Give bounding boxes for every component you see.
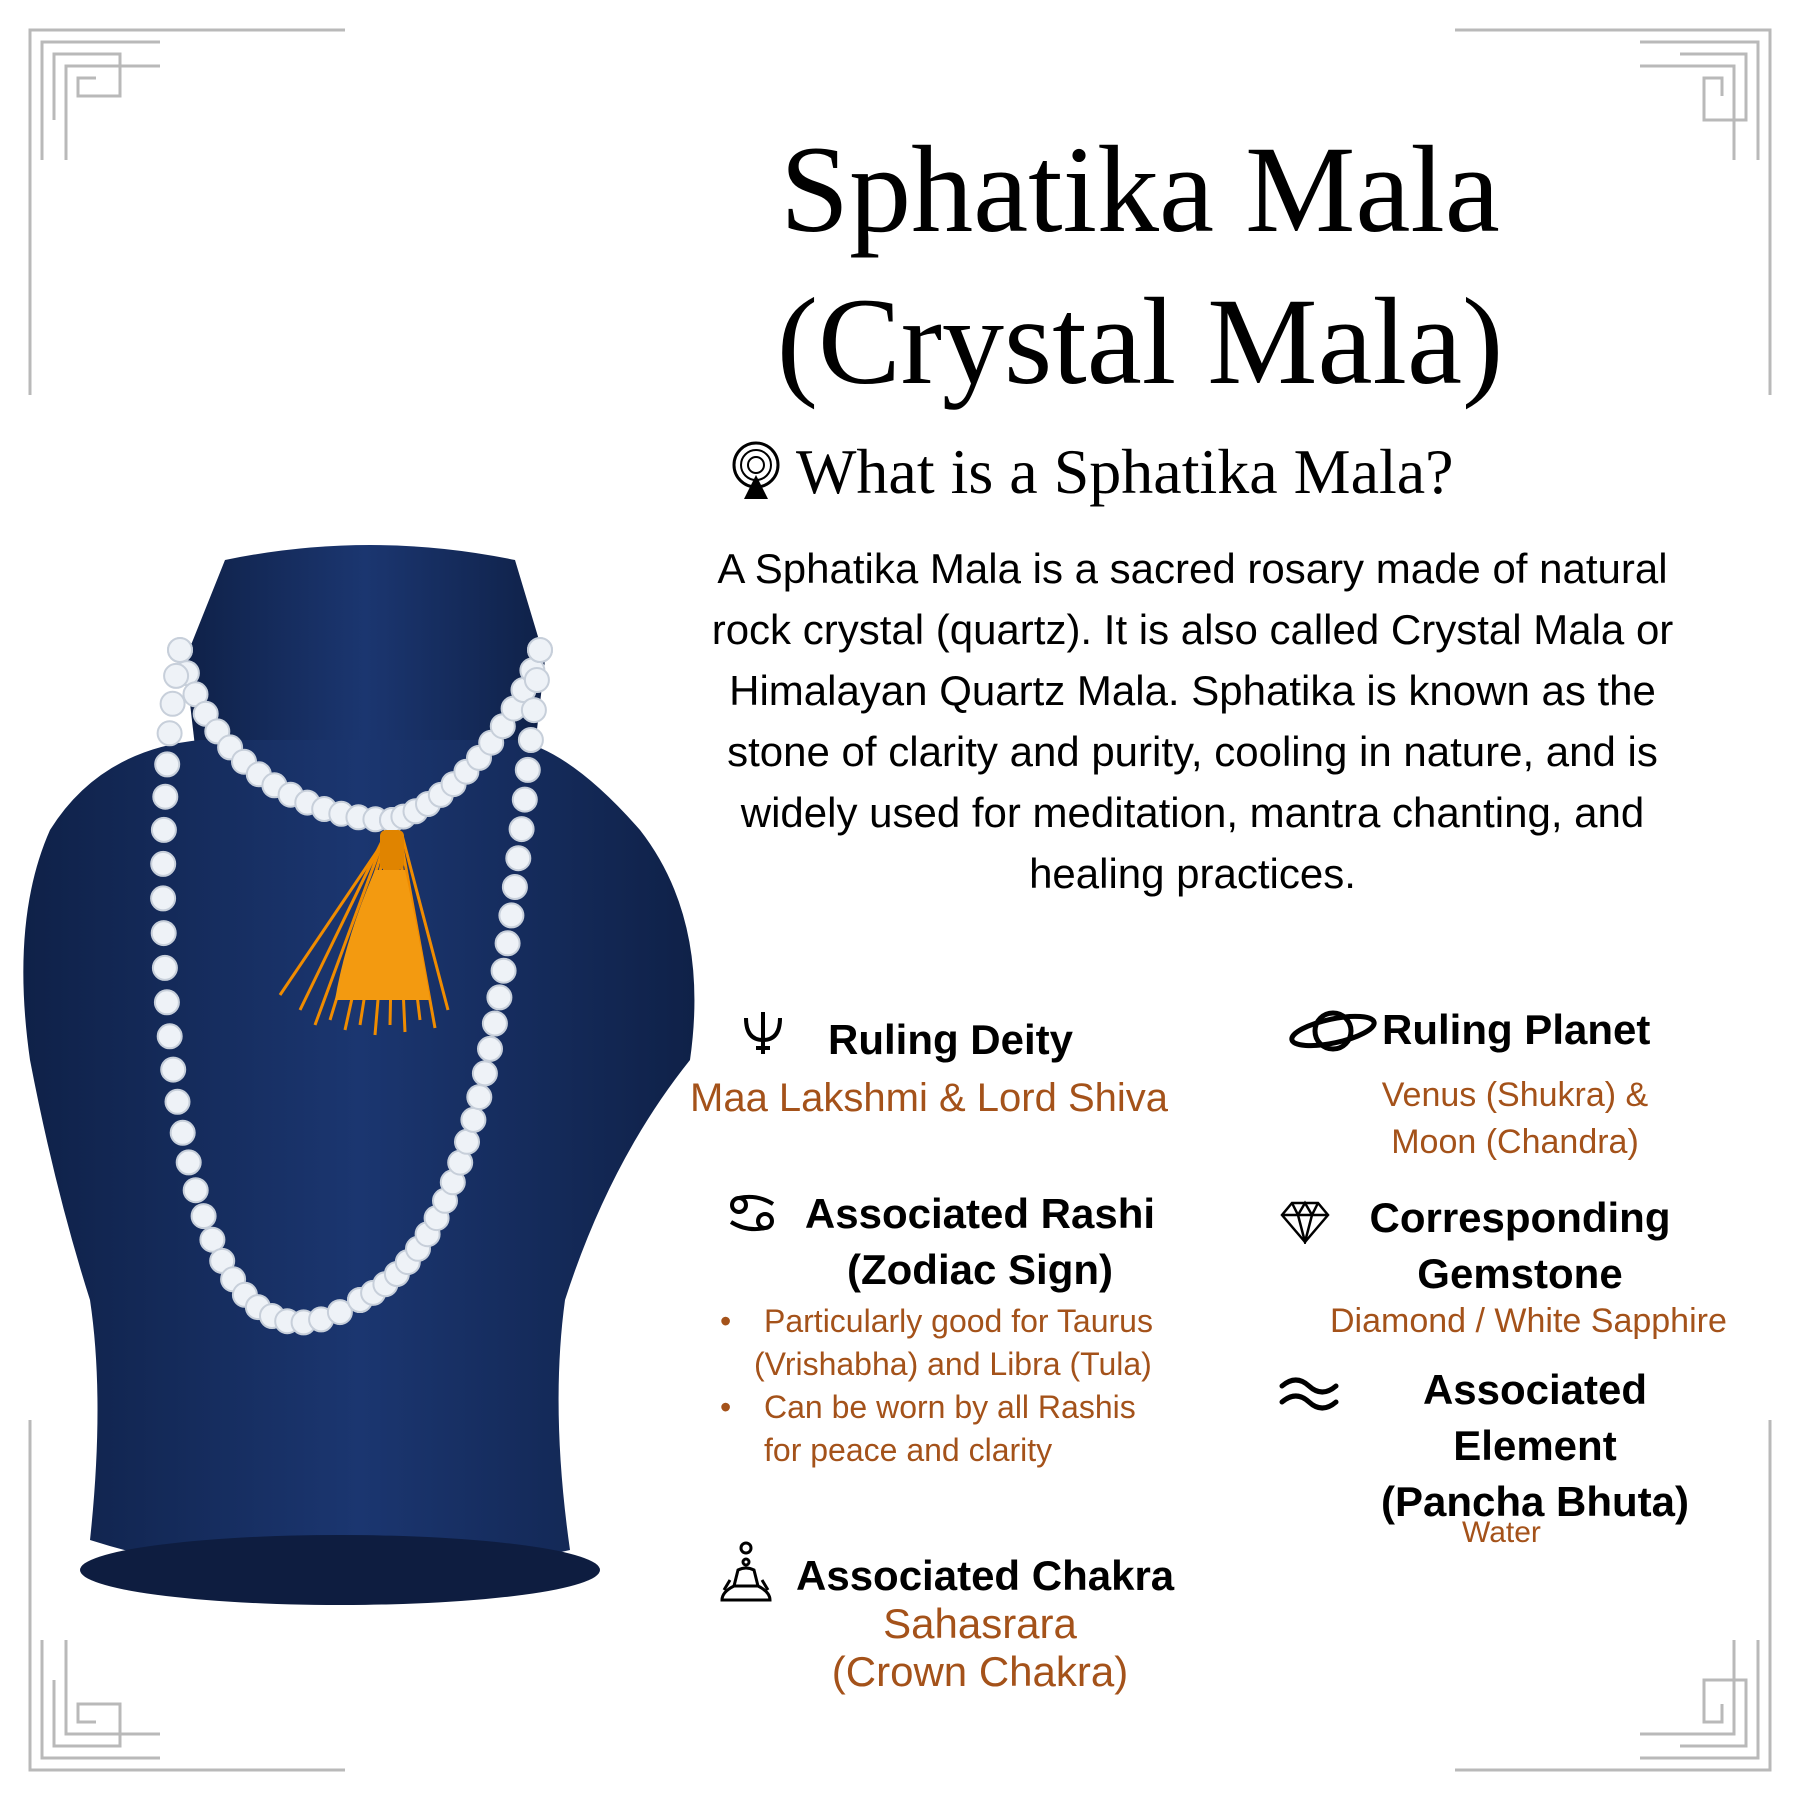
gemstone-label-line-1: Corresponding (1369, 1194, 1671, 1241)
bead (513, 788, 537, 812)
bead (455, 1130, 479, 1154)
bead (483, 1012, 507, 1036)
bead (171, 1121, 195, 1145)
bead (528, 638, 552, 662)
gemstone-value: Diamond / White Sapphire (1330, 1302, 1727, 1340)
rashi-label (780, 1186, 1180, 1298)
element-label-line-2: Element (1453, 1422, 1617, 1469)
ruling-deity-value: Maa Lakshmi & Lord Shiva (690, 1076, 1169, 1120)
bead (155, 752, 179, 776)
diamond-icon (1280, 1200, 1330, 1244)
chakra-value-line-1: Sahasrara (883, 1600, 1077, 1647)
ruling-planet-value-line-1: Venus (Shukra) & (1381, 1076, 1649, 1114)
bead (152, 818, 176, 842)
planet-icon (1285, 1002, 1381, 1060)
bead (506, 846, 530, 870)
bead (158, 1024, 182, 1048)
bead (519, 728, 543, 752)
list-item (720, 1300, 1153, 1386)
mala-on-bust-image (10, 540, 710, 1620)
bead (499, 903, 523, 927)
bead (151, 886, 175, 910)
intro-heading (730, 432, 1610, 512)
title-line-1: Sphatika Mala (780, 121, 1500, 258)
rashi-item-1-line-2: (Vrishabha) and Libra (Tula) (754, 1346, 1152, 1382)
bead (496, 931, 520, 955)
bead (155, 990, 179, 1014)
bead (152, 921, 176, 945)
chakra-value-line-2: (Crown Chakra) (831, 1648, 1129, 1695)
trishul-icon (738, 1008, 788, 1058)
intro-heading-text: What is a Sphatika Mala? (796, 436, 1454, 507)
bead (153, 785, 177, 809)
list-item (720, 1386, 1153, 1472)
rashi-label-line-2: (Zodiac Sign) (847, 1246, 1113, 1293)
element-label (1340, 1362, 1730, 1530)
meditation-chakra-icon (718, 1540, 774, 1604)
bead (503, 875, 527, 899)
ruling-planet-value-line-2: Moon (Chandra) (1391, 1123, 1639, 1161)
ruling-deity-label: Ruling Deity (828, 1016, 1074, 1063)
bead (177, 1150, 201, 1174)
water-waves-icon (1278, 1372, 1340, 1412)
tree-of-life-icon (730, 441, 782, 503)
bead (461, 1108, 485, 1132)
rashi-item-2-line-2: for peace and clarity (764, 1432, 1053, 1468)
bead (166, 1090, 190, 1114)
ruling-planet-value (1330, 1072, 1700, 1166)
bead (151, 852, 175, 876)
ruling-planet-label: Ruling Planet (1382, 1006, 1651, 1053)
page-title (700, 121, 1580, 410)
bead (161, 1058, 185, 1082)
intro-description: A Sphatika Mala is a sacred rosary made of natural rock crystal (quartz). It is also called Crystal Mala or Himalayan Quartz Mala. Sphatika is known as the stone of clarity and purity, cooling in nature, and is widely used for meditation, mantra chanting, and healing practices. (711, 545, 1674, 897)
cancer-zodiac-icon (727, 1192, 777, 1234)
bead (487, 985, 511, 1009)
rashi-item-1-line-1: Particularly good for Taurus (764, 1303, 1153, 1339)
bead (168, 638, 192, 662)
bead (522, 698, 546, 722)
gemstone-label-line-2: Gemstone (1417, 1250, 1623, 1297)
element-value: Water (1462, 1516, 1541, 1549)
rashi-label-line-1: Associated Rashi (804, 1190, 1156, 1237)
rashi-list (720, 1300, 1153, 1472)
bead (164, 664, 188, 688)
bead (473, 1061, 497, 1085)
chakra-value (780, 1600, 1180, 1696)
bead (158, 721, 182, 745)
rashi-item-2-line-1: Can be worn by all Rashis (764, 1389, 1136, 1425)
bead (192, 1204, 216, 1228)
bead (492, 959, 516, 983)
bead (184, 1178, 208, 1202)
bead (153, 956, 177, 980)
element-label-line-1: Associated (1422, 1366, 1648, 1413)
bead (478, 1037, 502, 1061)
chakra-label: Associated Chakra (796, 1552, 1175, 1599)
gemstone-label (1340, 1190, 1700, 1302)
bead (161, 692, 185, 716)
bead (525, 668, 549, 692)
bead (510, 817, 534, 841)
title-line-2: (Crystal Mala) (776, 273, 1504, 410)
bead (516, 758, 540, 782)
element-label-line-3: (Pancha Bhuta) (1380, 1478, 1690, 1525)
bead (467, 1085, 491, 1109)
